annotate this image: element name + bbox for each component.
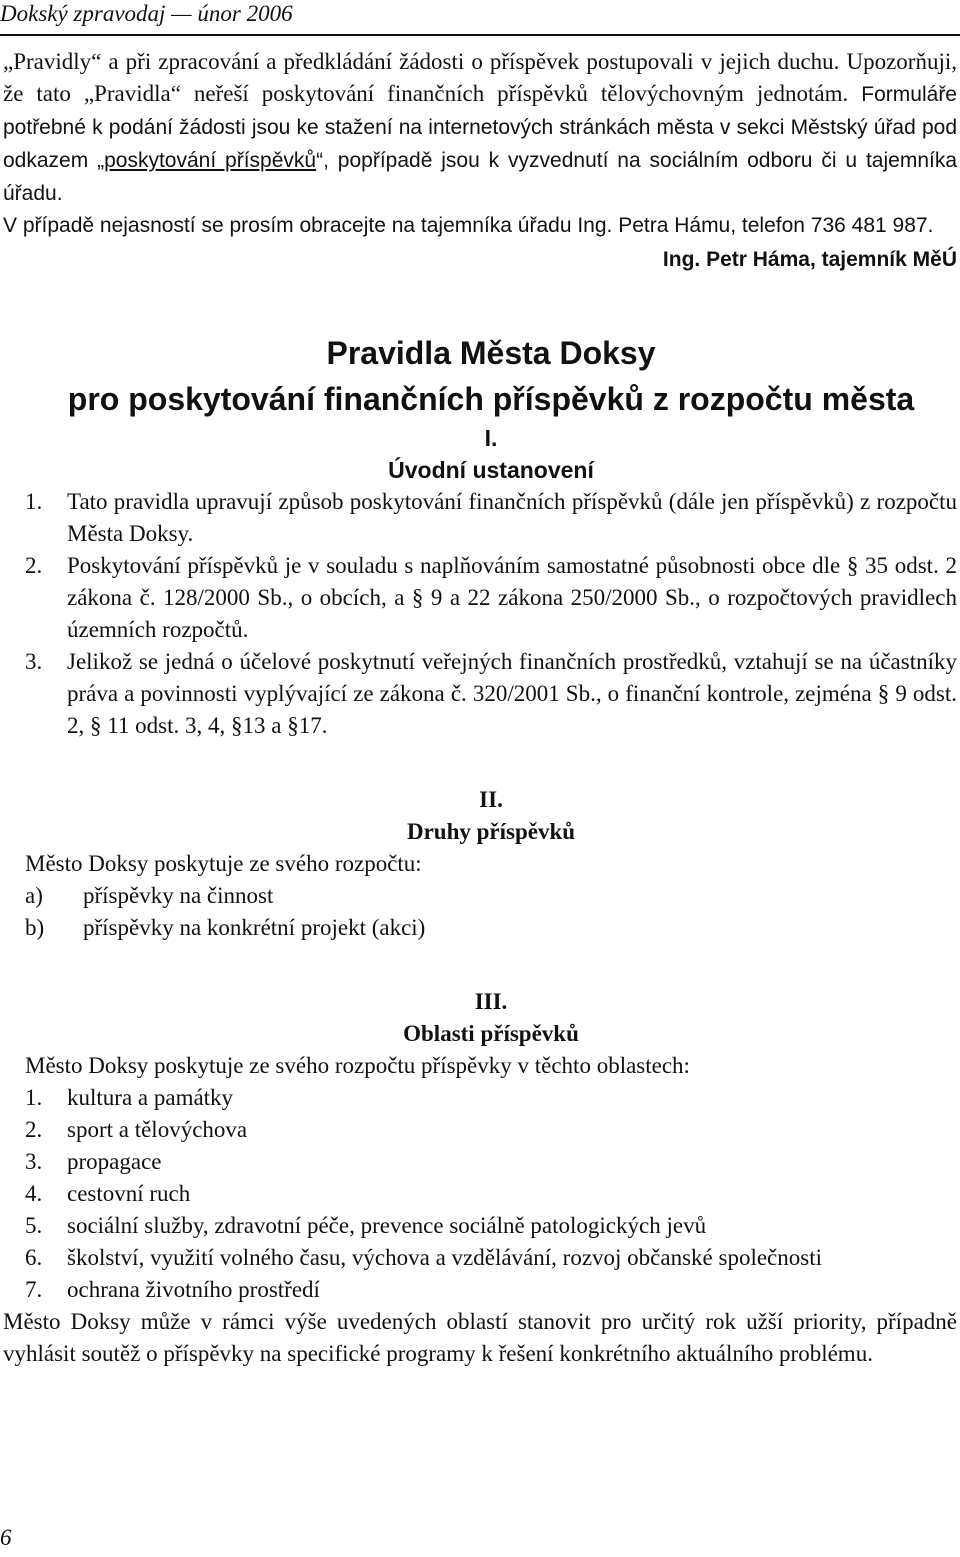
list-item [25,912,957,944]
item-number: 3. [25,649,43,674]
section-3-outro: Město Doksy může v rámci výše uvedených oblastí stanovit pro určitý rok užší priority, případně vyhlásit soutěž o příspěvky na specifické programy k řešení konkrétního aktuálního problému. [3,1309,957,1366]
list-item [25,1242,957,1274]
intro-text-sans: Formuláře potřebné k podání žádosti jsou ke stažení na internetových stránkách města v sekci Městský úřad pod odkazem „ [3,83,957,172]
item-letter: a) [25,883,43,908]
item-number: 5. [25,1213,43,1238]
list-item [25,486,957,550]
item-number: 6. [25,1245,43,1270]
section-2-heading: Druhy příspěvků [406,819,576,844]
page-content [3,46,958,1370]
section-3-list [25,1082,957,1306]
list-item [25,550,957,646]
item-text: sport a tělovýchova [67,1117,248,1142]
list-item [25,1082,957,1114]
contact-paragraph: V případě nejasností se prosím obracejte na tajemníka úřadu Ing. Petra Hámu, telefon 736 481 987. [3,214,934,237]
item-text: příspěvky na konkrétní projekt (akci) [83,915,426,940]
list-item [25,1114,957,1146]
item-text: školství, využití volného času, výchova a vzdělávání, rozvoj občanské společnosti [67,1245,822,1270]
item-text: kultura a památky [67,1085,234,1110]
section-2-list [25,880,957,944]
list-item [25,880,957,912]
intro-text-serif: „Pravidly“ a při zpracování a předkládání žádosti o příspěvek postupovali v jejich duchu. Upozorňuji, že tato „Pravidla“ neřeší poskytování finančních příspěvků tělovýchovným jednotám. [3,49,957,106]
item-number: 3. [25,1149,43,1174]
item-text: sociální služby, zdravotní péče, prevence sociálně patologických jevů [67,1213,707,1238]
page-number: 6 [0,1525,12,1550]
item-letter: b) [25,915,45,940]
intro-paragraph [3,46,957,210]
section-1-list [25,486,957,742]
item-number: 1. [25,1085,43,1110]
item-text: cestovní ruch [67,1181,191,1206]
list-item [25,1210,957,1242]
list-item [25,1178,957,1210]
section-1-heading: Úvodní ustanovení [388,457,594,483]
item-number: 2. [25,553,43,578]
page-header [0,0,960,36]
section-3-heading: Oblasti příspěvků [403,1021,579,1046]
section-2-intro: Město Doksy poskytuje ze svého rozpočtu: [25,851,422,876]
document-title: Pravidla Města Doksy [326,335,656,371]
item-number: 7. [25,1277,43,1302]
item-number: 2. [25,1117,43,1142]
signature: Ing. Petr Háma, tajemník MěÚ [662,248,957,271]
list-item [25,1274,957,1306]
item-number: 4. [25,1181,43,1206]
header-title: Dokský zpravodaj — únor 2006 [0,1,293,26]
section-2-number: II. [479,787,503,812]
section-1-number: I. [484,425,498,451]
forms-link[interactable]: poskytování příspěvků [104,149,317,172]
item-number: 1. [25,489,43,514]
item-text: Tato pravidla upravují způsob poskytování finančních příspěvků (dále jen příspěvků) z rozpočtu Města Doksy. [67,489,957,546]
item-text: příspěvky na činnost [83,883,274,908]
section-3-number: III. [474,989,508,1014]
item-text: ochrana životního prostředí [67,1277,320,1302]
item-text: Jelikož se jedná o účelové poskytnutí veřejných finančních prostředků, vztahují se na účastníky práva a povinnosti vyplývající ze zákona č. 320/2001 Sb., o finanční kontrole, zejména § 9 odst. 2, § 11 odst. 3, 4, §13 a §17. [67,649,957,738]
list-item [25,646,957,742]
item-text: Poskytování příspěvků je v souladu s naplňováním samostatné působnosti obce dle § 35 odst. 2 zákona č. 128/2000 Sb., o obcích, a § 9 a 22 zákona 250/2000 Sb., o rozpočtových pravidlech územních rozpočtů. [67,553,957,642]
list-item [25,1146,957,1178]
intro-text-sans-end: “, popřípadě jsou k vyzvednutí na sociálním odboru či u tajemníka úřadu. [3,149,958,205]
item-text: propagace [67,1149,162,1174]
document-subtitle: pro poskytování finančních příspěvků z rozpočtu města [67,381,915,417]
section-3-intro: Město Doksy poskytuje ze svého rozpočtu příspěvky v těchto oblastech: [25,1053,690,1078]
